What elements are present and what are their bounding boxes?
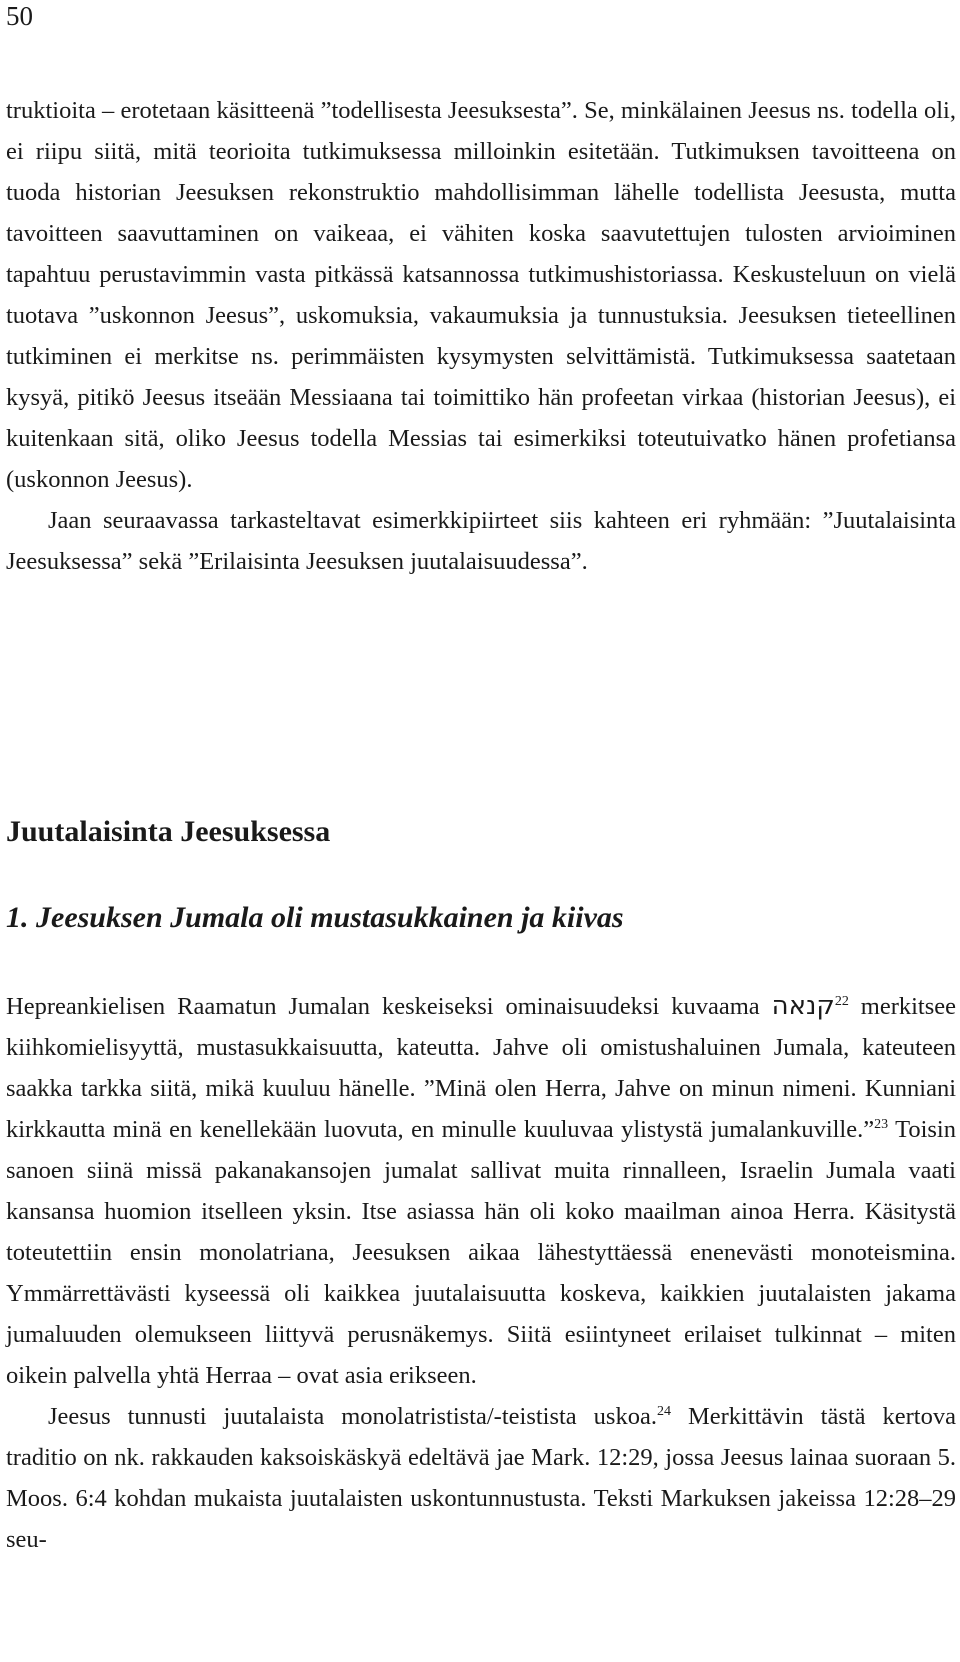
text-run: Jeesus tunnusti juutalaista monolatristista/-teistista uskoa. [48,1403,657,1430]
paragraph: truktioita – erotetaan käsitteenä ”todellisesta Jeesuksesta”. Se, minkälainen Jeesus ns. todella oli, ei riipu siitä, mitä teorioita tutkimuksessa milloinkin esitetään. Tutkimuksen tavoitteena on tuoda historian Jeesuksen rekonstruktio mahdollisimman lähelle todellista Jeesusta, mutta tavoitteen saavuttaminen on vaikeaa, ei vähiten koska saavutettujen tulosten arvioiminen tapahtuu perustavimmin vasta pitkässä katsannossa tutkimushistoriassa. Keskusteluun on vielä tuotava ”uskonnon Jeesus”, uskomuksia, vakaumuksia ja tunnustuksia. Jeesuksen tieteellinen tutkiminen ei merkitse ns. perimmäisten kysymysten selvittämistä. Tutkimuksessa saatetaan kysyä, pitikö Jeesus itseään Messiaana tai toimittiko hän profeetan virkaa (historian Jeesus), ei kuitenkaan sitä, oliko Jeesus todella Messias tai esimerkiksi toteutuivatko hänen profetiansa (uskonnon Jeesus). [6,97,956,493]
page-number: 50 [6,1,33,31]
subsection-heading: 1. Jeesuksen Jumala oli mustasukkainen ja kiivas [6,901,624,934]
text-run: Merkittävin tästä kertova traditio on nk. rakkauden kaksoiskäskyä edeltävä jae Mark. 12:29, jossa Jeesus lainaa suoraan 5. Moos. 6:4 kohdan mukaista juutalaisten uskontunnustusta. Teksti Markuksen jakeissa 12:28–29 seu- [6,1403,956,1553]
section-heading: Juutalaisinta Jeesuksessa [6,815,331,848]
text-run: merkitsee kiihkomielisyyttä, mustasukkaisuutta, kateutta. Jahve oli omistushaluinen Jumala, kateuteen saakka tarkka siitä, mikä kuuluu hänelle. ”Minä olen Herra, Jahve on minun nimeni. Kunniani kirkkautta minä en kenellekään luovuta, en minulle kuuluvaa ylistystä jumalankuville.” [6,993,957,1143]
hebrew-word: קנאה [771,991,835,1021]
footnote-ref[interactable]: 22 [834,993,849,1009]
paragraph: Jaan seuraavassa tarkasteltavat esimerkkipiirteet siis kahteen eri ryhmään: ”Juutalaisinta Jeesuksessa” sekä ”Erilaisinta Jeesuksen juutalaisuudessa”. [6,507,956,575]
text-run: Toisin sanoen siinä missä pakanakansojen jumalat sallivat muita rinnalleen, Israelin Jumala vaati kansansa huomion itselleen yksin. Itse asiassa hän oli koko maailman ainoa Herra. Käsitystä toteutettiin ensin monolatriana, Jeesuksen aikaa lähestyttäessä enenevästi monoteismina. Ymmärrettävästi kyseessä oli kaikkea juutalaisuutta koskeva, kaikkien juutalaisten jakama jumaluuden olemukseen liittyvä perusnäkemys. Siitä esiintyneet erilaiset tulkinnat – miten oikein palvella yhtä Herraa – ovat asia erikseen. [6,1116,956,1389]
text-run: Hepreankielisen Raamatun Jumalan keskeiseksi ominaisuudeksi kuvaama [6,993,772,1020]
paragraph [6,1396,956,1560]
footnote-ref[interactable]: 23 [874,1116,889,1132]
section-text-block [6,986,956,1560]
intro-text-block [6,90,956,582]
footnote-ref[interactable]: 24 [656,1403,671,1419]
paragraph [6,986,956,1396]
